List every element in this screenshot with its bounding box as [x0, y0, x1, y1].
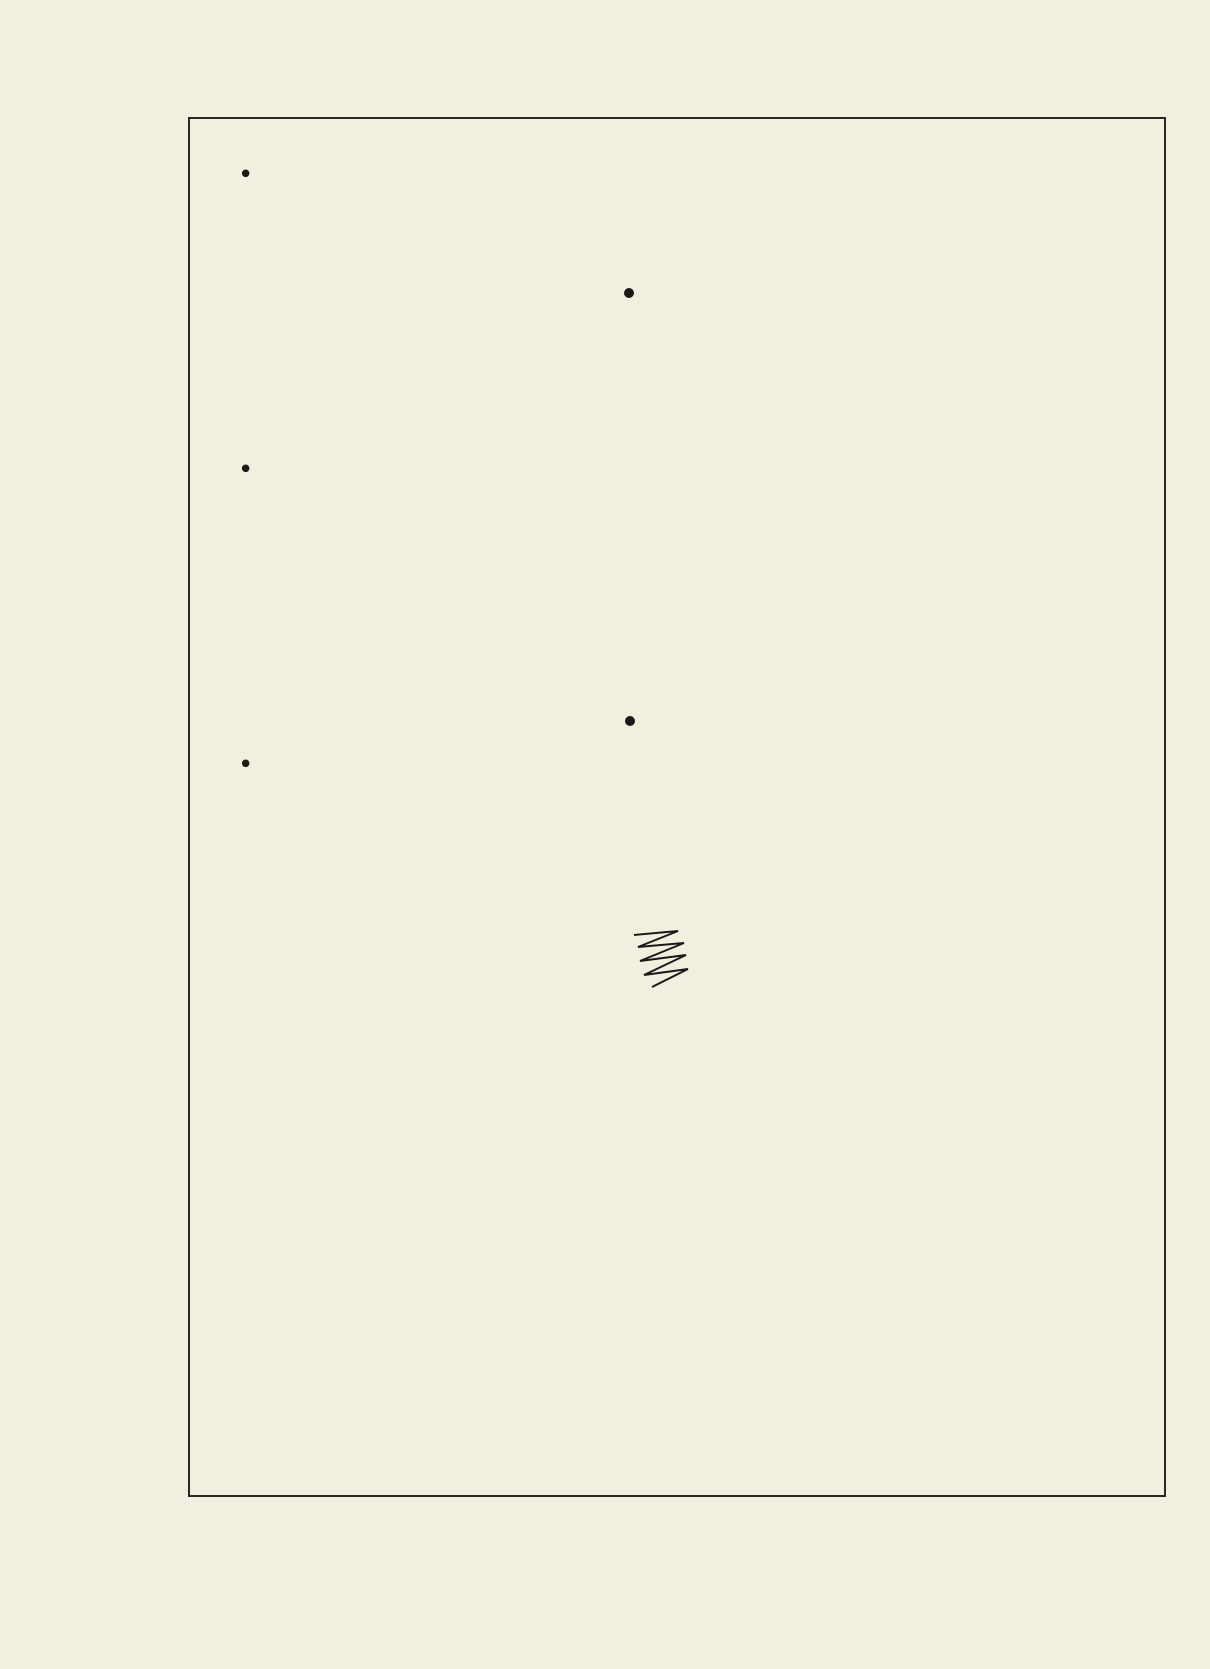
content-frame: [188, 117, 1166, 1497]
bullet: •: [238, 160, 254, 190]
ink-scribble: [628, 925, 698, 995]
ink-dot: [624, 288, 634, 298]
bullet: •: [238, 455, 254, 485]
ink-dot: [625, 716, 635, 726]
bullet: •: [238, 750, 254, 780]
